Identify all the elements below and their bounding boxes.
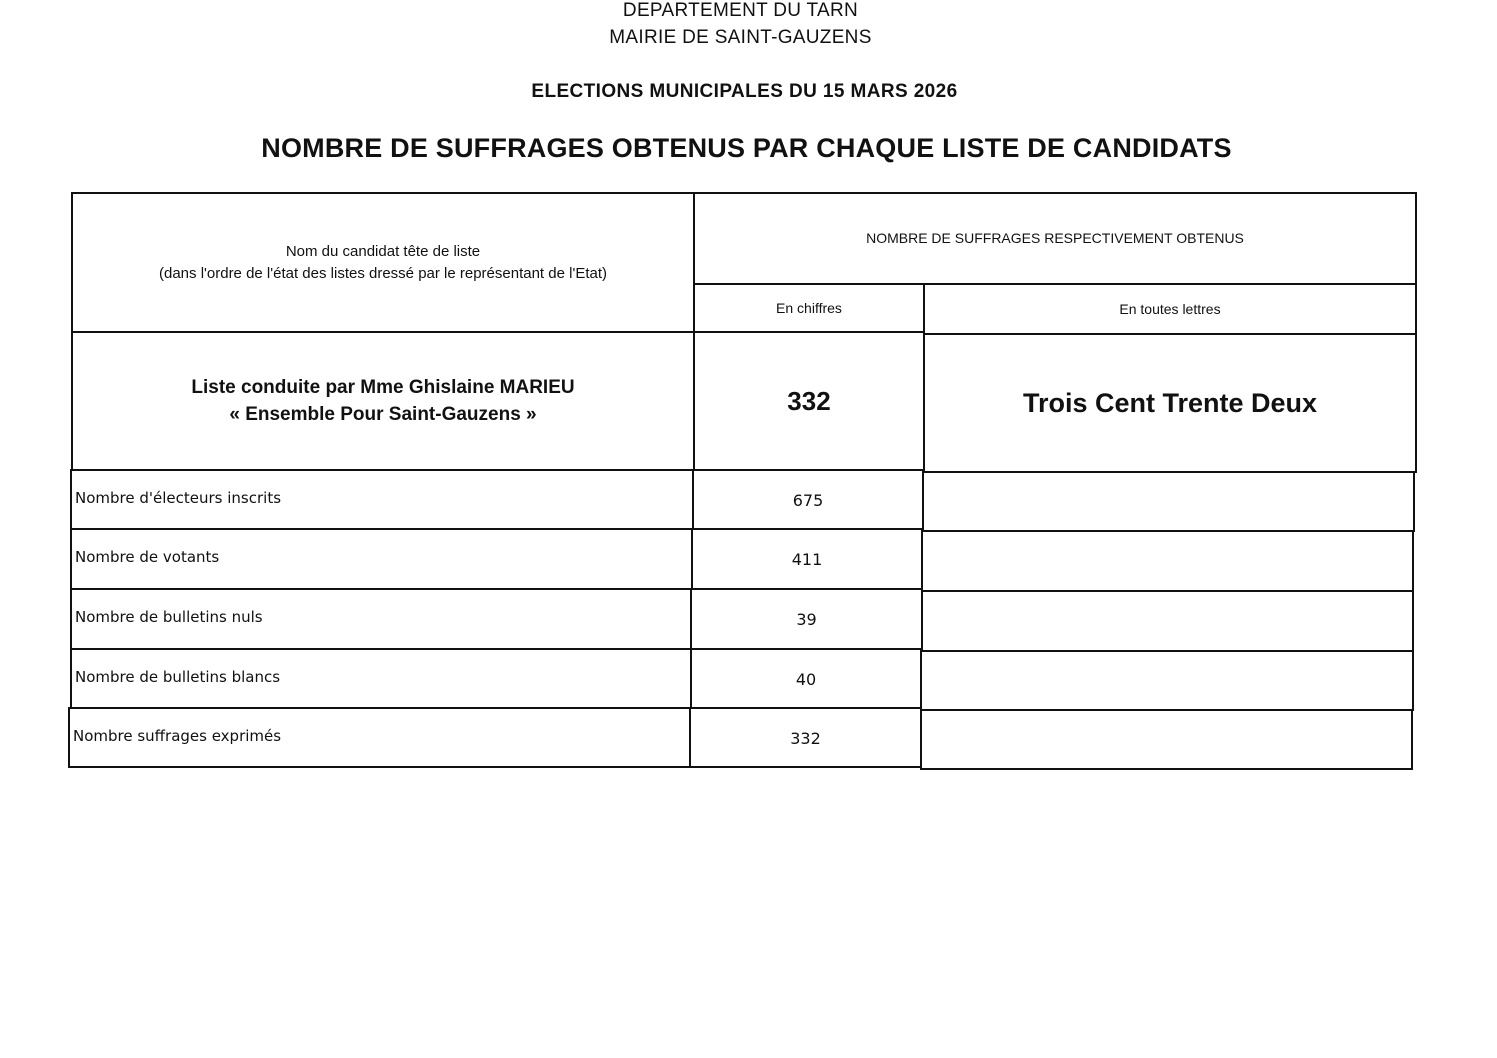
stat-value: 675 <box>792 491 824 510</box>
stat-label: Nombre de bulletins nuls <box>75 608 263 626</box>
stat-value: 332 <box>790 729 821 748</box>
list-title: « Ensemble Pour Saint-Gauzens » <box>229 404 537 425</box>
department-heading: DEPARTEMENT DU TARN <box>622 0 859 21</box>
suffrages-column-header <box>693 192 1417 285</box>
stat-label-cell <box>70 528 693 590</box>
election-heading: ELECTIONS MUNICIPALES DU 15 MARS 2026 <box>531 81 958 102</box>
stat-value: 40 <box>795 670 817 689</box>
list-figures-cell <box>693 331 925 471</box>
figures-column-header <box>693 283 925 333</box>
stat-value: 39 <box>796 610 817 629</box>
stat-words-cell <box>920 709 1413 770</box>
stat-value-cell <box>690 588 923 650</box>
stat-label: Nombre de votants <box>75 548 220 566</box>
list-votes-figures: 332 <box>787 385 831 416</box>
stat-label: Nombre suffrages exprimés <box>73 727 282 745</box>
stat-label-cell <box>70 588 692 650</box>
stat-label-cell <box>70 648 692 709</box>
stat-label: Nombre de bulletins blancs <box>75 668 281 686</box>
list-words-cell <box>923 333 1417 473</box>
list-leader: Liste conduite par Mme Ghislaine MARIEU <box>191 377 575 398</box>
stat-words-cell <box>920 650 1414 711</box>
stat-value-cell <box>691 528 923 590</box>
stat-value-cell <box>690 648 922 709</box>
mairie-heading: MAIRIE DE SAINT-GAUZENS <box>609 27 872 48</box>
candidate-column-subtitle: (dans l'ordre de l'état des listes dressé par le représentant de l'Etat) <box>159 264 607 282</box>
stat-words-cell <box>921 590 1414 652</box>
list-votes-words: Trois Cent Trente Deux <box>1022 387 1318 418</box>
figures-column-label: En chiffres <box>776 300 842 316</box>
stat-label: Nombre d'électeurs inscrits <box>75 489 282 507</box>
stat-value: 411 <box>791 550 823 569</box>
list-name-cell <box>71 331 695 471</box>
stat-label-cell <box>70 469 694 530</box>
stat-value-cell <box>692 469 924 530</box>
words-column-header <box>923 283 1417 335</box>
words-column-label: En toutes lettres <box>1119 301 1221 317</box>
stat-value-cell <box>689 707 922 768</box>
suffrages-header-label: NOMBRE DE SUFFRAGES RESPECTIVEMENT OBTENUS <box>866 230 1244 246</box>
candidate-column-header <box>71 192 695 333</box>
stat-words-cell <box>921 530 1414 592</box>
candidate-column-title: Nom du candidat tête de liste <box>285 242 481 260</box>
stat-words-cell <box>922 471 1415 532</box>
stat-label-cell <box>68 707 691 768</box>
page-title: NOMBRE DE SUFFRAGES OBTENUS PAR CHAQUE LISTE DE CANDIDATS <box>261 133 1232 163</box>
